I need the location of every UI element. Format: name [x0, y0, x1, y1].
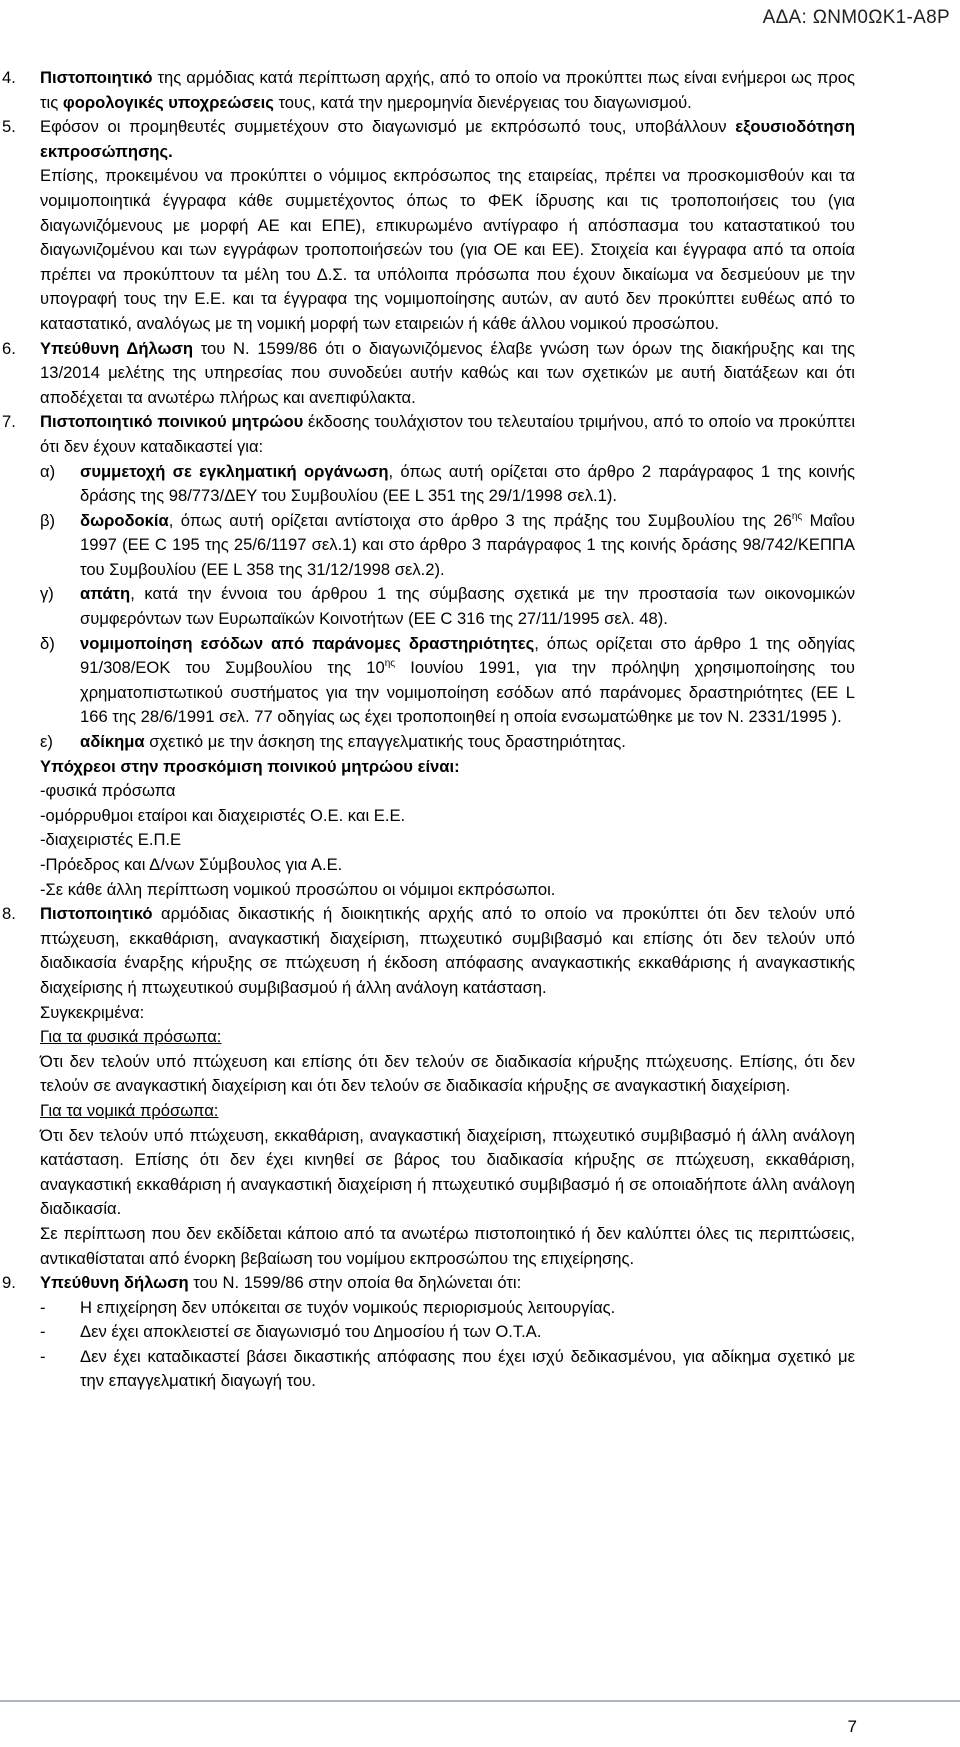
subitem-label: α) — [40, 461, 56, 481]
subitem-e — [40, 730, 855, 755]
item-4 — [0, 66, 960, 115]
subitem-a — [40, 460, 855, 509]
body-text: του Ν. 1599/86 ότι ο διαγωνιζόμενος έλαβε γνώση των όρων της διακήρυξης και της 13/2014 μελέτης της υπηρεσίας που συνοδεύει αυτήν καθώς και των σχετικών με αυτή διατάξεων και ότι αποδέχεται τα ανωτέρω πλήρως και ανεπιφύλακτα. — [40, 338, 856, 407]
bold-text: φορολογικές υποχρεώσεις — [62, 92, 274, 112]
obliged-line: -Σε κάθε άλλη περίπτωση νομικού προσώπου οι νόμιμοι εκπρόσωποι. — [40, 879, 556, 899]
declaration-line — [40, 1296, 855, 1321]
item-7 — [0, 410, 960, 902]
dash-marker: - — [40, 1297, 46, 1317]
subitem-label: δ) — [40, 633, 55, 653]
bold-text: δωροδοκία — [80, 510, 169, 530]
body-text: Επίσης, προκειμένου να προκύπτει ο νόμιμος εκπρόσωπος της εταιρείας, πρέπει να προσκομισθούν και τα νομιμοποιητικά έγγραφα κάθε συμμετέχοντος όπως το ΦΕΚ ίδρυσης και τις τροποποιήσεις του (για διαγωνιζόμενους με μορφή ΑΕ και ΕΠΕ), επικυρωμένο αντίγραφο ή απόσπασμα του καταστατικού του διαγωνιζομένου και των εγγράφων τροποποιήσεών του (για ΟΕ και ΕΕ). Στοιχεία και έγγραφα από τα οποία πρέπει να προκύπτουν τα μέλη του Δ.Σ. τα υπόλοιπα πρόσωπα που έχουν δικαίωμα να δεσμεύουν με την υπογραφή τους την Ε.Ε. και τα έγγραφα της νομιμοποίησης αυτών, αν αυτό δεν προκύπτει ευθέως από το καταστατικό, αναλόγως με τη νομική μορφή των εταιρειών ή κάθε άλλου νομικού προσώπου. — [40, 166, 855, 333]
item-number: 9. — [2, 1273, 16, 1293]
body-text: έκδοσης τουλάχιστον του τελευταίου τριμήνου, από το οποίο να προκύπτει ότι δεν έχουν καταδικαστεί για: — [40, 412, 856, 456]
item-number: 7. — [2, 412, 16, 432]
bold-text: Υπεύθυνη Δήλωση — [40, 338, 193, 358]
obliged-line: -διαχειριστές Ε.Π.Ε — [40, 830, 182, 850]
underlined-text: Για τα νομικά πρόσωπα: — [40, 1100, 219, 1120]
dash-marker: - — [40, 1322, 46, 1342]
subitem-b — [40, 509, 855, 583]
subitem-label: ε) — [40, 732, 53, 752]
bold-text: Πιστοποιητικό — [40, 904, 153, 924]
body-text: Ιουνίου 1991, για την πρόληψη χρησιμοποίησης του χρηματοπιστωτικού συστήματος για την νομιμοποίηση εσόδων από παράνομες δραστηριότητες (ΕΕ L 166 της 28/6/1991 σελ. 77 οδηγίας ως έχει τροποποιηθεί η οποία ενσωματώθηκε με τον Ν. 2331/1995 ). — [80, 658, 855, 727]
item-9-intro — [40, 1271, 855, 1296]
bold-text: Πιστοποιητικό ποινικού μητρώου — [40, 412, 304, 432]
bold-text: απάτη — [80, 584, 131, 604]
superscript: ης — [791, 510, 803, 522]
bold-text: Πιστοποιητικό — [40, 68, 153, 87]
subitem-label: β) — [40, 510, 56, 530]
item-number: 4. — [2, 68, 16, 87]
page-number: 7 — [847, 1717, 857, 1736]
subitem-d — [40, 632, 855, 730]
bold-text: Υπόχρεοι στην προσκόμιση ποινικού μητρώου είναι: — [40, 756, 460, 776]
bold-text: νομιμοποίηση εσόδων από παράνομες δραστηριότητες — [80, 633, 535, 653]
obliged-title — [40, 755, 855, 780]
item-7-intro — [40, 410, 855, 459]
dash-marker: - — [40, 1346, 46, 1366]
natural-persons-title — [40, 1025, 855, 1050]
body-text: της αρμόδιας κατά περίπτωση αρχής, από το οποίο να προκύπτει πως είναι ενήμεροι ως προς τις — [40, 68, 855, 112]
underlined-text: Για τα φυσικά πρόσωπα: — [40, 1027, 222, 1047]
item-8 — [0, 902, 960, 1271]
item-number: 6. — [2, 338, 16, 358]
document-body — [0, 66, 960, 1394]
body-text: Δεν έχει καταδικαστεί βάσει δικαστικής απόφασης που έχει ισχύ δεδικασμένου, για αδίκημα σχετικό με την επαγγελματική διαγωγή του. — [80, 1346, 855, 1391]
body-text: Εφόσον οι προμηθευτές συμμετέχουν στο διαγωνισμό με εκπρόσωπό τους, υποβάλλουν — [40, 117, 736, 137]
body-text: Η επιχείρηση δεν υπόκειται σε τυχόν νομικούς περιορισμούς λειτουργίας. — [80, 1297, 616, 1317]
item-9 — [0, 1271, 960, 1394]
bold-text: Υπεύθυνη δήλωση — [40, 1273, 189, 1293]
legal-persons-title — [40, 1099, 855, 1124]
item-5 — [0, 115, 960, 336]
subitem-c — [40, 582, 855, 631]
body-text: , όπως αυτή ορίζεται στο άρθρο 2 παράγραφος 1 της κοινής δράσης της 98/773/ΔΕΥ του Συμβουλίου (ΕΕ L 351 της 29/1/1998 σελ.1). — [80, 461, 855, 506]
superscript: ης — [384, 658, 396, 670]
obliged-line: -ομόρρυθμοι εταίροι και διαχειριστές Ο.Ε. και Ε.Ε. — [40, 805, 406, 825]
body-text: σχετικό με την άσκηση της επαγγελματικής τους δραστηριότητας. — [144, 732, 626, 752]
item-8-intro — [40, 902, 855, 1000]
body-text: τους, κατά την ημερομηνία διενέργειας του διαγωνισμού. — [273, 92, 692, 112]
obliged-line: -φυσικά πρόσωπα — [40, 781, 176, 801]
body-text: αρμόδιας δικαστικής ή διοικητικής αρχής από το οποίο να προκύπτει ότι δεν τελούν υπό πτώχευση, εκκαθάριση, αναγκαστική διαχείριση, πτωχευτικό συμβιβασμό και επίσης ότι δεν τελούν υπό διαδικασία έναρξης κήρυξης σε πτώχευση ή έκδοση απόφασης αναγκαστικής εκκαθάρισης ή αναγκαστικής διαχείρισης ή πτωχευτικού συμβιβασμού ή άλλη ανάλογη κατάσταση. — [40, 904, 855, 997]
declaration-line — [40, 1345, 855, 1394]
declaration-line — [40, 1320, 855, 1345]
bold-text: εξουσιοδότηση εκπροσώπησης. — [40, 117, 855, 161]
natural-persons-text: Ότι δεν τελούν υπό πτώχευση και επίσης ότι δεν τελούν σε διαδικασία κήρυξης πτώχευσης. Επίσης, ότι δεν τελούν σε αναγκαστική διαχείριση και ότι δεν τελούν σε διαδικασία κήρυξης σε αναγκαστική διαχείριση. — [40, 1051, 855, 1096]
specifically-label: Συγκεκριμένα: — [40, 1002, 145, 1022]
item-6 — [0, 337, 960, 411]
closing-text: Σε περίπτωση που δεν εκδίδεται κάποιο από τα ανωτέρω πιστοποιητικό ή δεν καλύπτει όλες τις περιπτώσεις, αντικαθίσταται από ένορκη βεβαίωση του νομίμου εκπροσώπου της επιχείρησης. — [40, 1223, 855, 1268]
obliged-line: -Πρόεδρος και Δ/νων Σύμβουλος για Α.Ε. — [40, 855, 343, 874]
ada-code: ΑΔΑ: ΩΝΜ0ΩΚ1-Α8Ρ — [762, 7, 950, 28]
footer-rule — [0, 1700, 960, 1702]
subitem-label: γ) — [40, 584, 54, 604]
item-number: 5. — [2, 117, 16, 137]
bold-text: συμμετοχή σε εγκληματική οργάνωση — [80, 461, 389, 481]
body-text: Δεν έχει αποκλειστεί σε διαγωνισμό του Δημοσίου ή των Ο.Τ.Α. — [80, 1322, 542, 1342]
item-number: 8. — [2, 904, 16, 924]
page-footer — [0, 1700, 960, 1747]
body-text: του Ν. 1599/86 στην οποία θα δηλώνεται ότι: — [188, 1273, 522, 1293]
legal-persons-text: Ότι δεν τελούν υπό πτώχευση, εκκαθάριση, αναγκαστική διαχείριση, πτωχευτικό συμβιβασμό ή άλλη ανάλογη κατάσταση. Επίσης ότι δεν έχει κινηθεί σε βάρος του διαδικασία κήρυξης σε πτώχευση, εκκαθάριση, αναγκαστική εκκαθάριση ή αναγκαστική διαχείριση ή πτωχευτικό συμβιβασμό ή σε οποιαδήποτε άλλη ανάλογη διαδικασία. — [40, 1125, 855, 1219]
body-text: , όπως αυτή ορίζεται αντίστοιχα στο άρθρο 3 της πράξης του Συμβουλίου της 26 — [168, 510, 792, 530]
body-text: Μαΐου 1997 (ΕΕ C 195 της 25/6/1197 σελ.1) και στο άρθρο 3 παράγραφος 1 της κοινής δράσης 98/742/ΚΕΠΠΑ του Συμβουλίου (ΕΕ L 358 της 31/12/1998 σελ.2). — [80, 510, 855, 579]
body-text: , κατά την έννοια του άρθρου 1 της σύμβασης σχετικά με την προστασία των οικονομικών συμφερόντων των Ευρωπαϊκών Κοινοτήτων (ΕΕ C 316 της 27/11/1995 σελ. 48). — [80, 584, 855, 629]
bold-text: αδίκημα — [80, 732, 145, 752]
body-text: , όπως ορίζεται στο άρθρο 1 της οδηγίας 91/308/ΕΟΚ του Συμβουλίου της 10 — [80, 633, 855, 678]
